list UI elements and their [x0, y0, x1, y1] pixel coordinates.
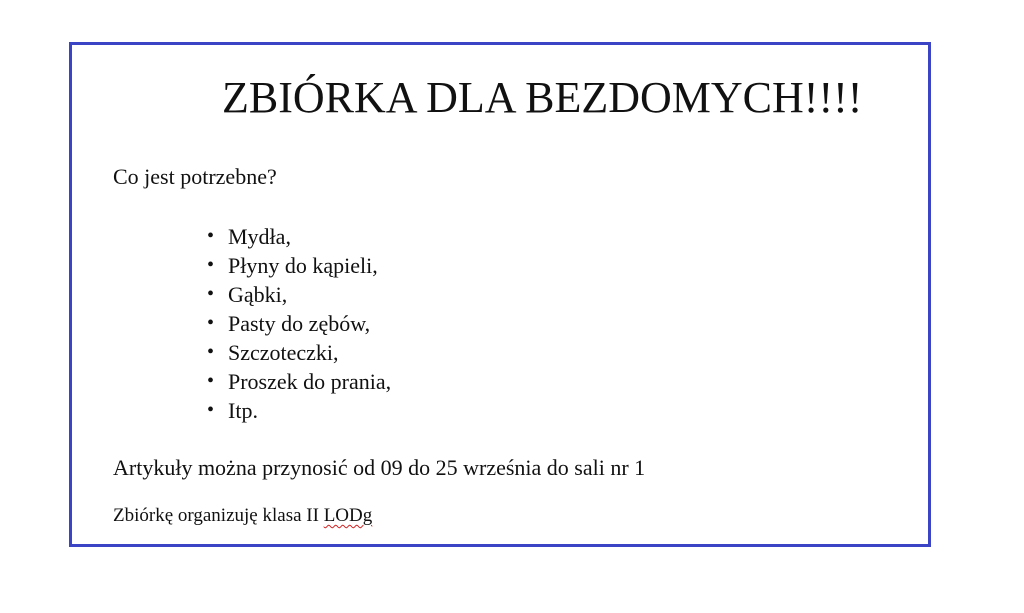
list-item [207, 280, 391, 309]
list-item-text: Pasty do zębów, [228, 311, 371, 336]
bullet-icon: • [207, 370, 215, 392]
list-item [207, 367, 391, 396]
organizer-class: LODg [323, 505, 373, 526]
list-item [207, 222, 391, 251]
bullet-icon: • [207, 225, 215, 247]
bullet-icon: • [207, 254, 215, 276]
list-item-text: Gąbki, [228, 282, 288, 307]
bullet-icon: • [207, 341, 215, 363]
needed-items-list [207, 222, 391, 425]
list-item-text: Itp. [228, 398, 258, 423]
list-item-text: Płyny do kąpieli, [228, 253, 378, 278]
document-title: ZBIÓRKA DLA BEZDOMYCH!!!! [222, 73, 863, 122]
bullet-icon: • [207, 283, 215, 305]
list-item-text: Mydła, [228, 224, 291, 249]
list-item [207, 309, 391, 338]
needs-question: Co jest potrzebne? [113, 164, 277, 189]
list-item [207, 338, 391, 367]
articles-note: Artykuły można przynosić od 09 do 25 września do sali nr 1 [113, 455, 646, 480]
bullet-icon: • [207, 312, 215, 334]
bullet-icon: • [207, 399, 215, 421]
organizer-note [113, 503, 372, 529]
list-item-text: Szczoteczki, [228, 340, 339, 365]
list-item [207, 396, 391, 425]
list-item-text: Proszek do prania, [228, 369, 392, 394]
organizer-prefix: Zbiórkę organizuję klasa II [113, 505, 324, 526]
list-item [207, 251, 391, 280]
